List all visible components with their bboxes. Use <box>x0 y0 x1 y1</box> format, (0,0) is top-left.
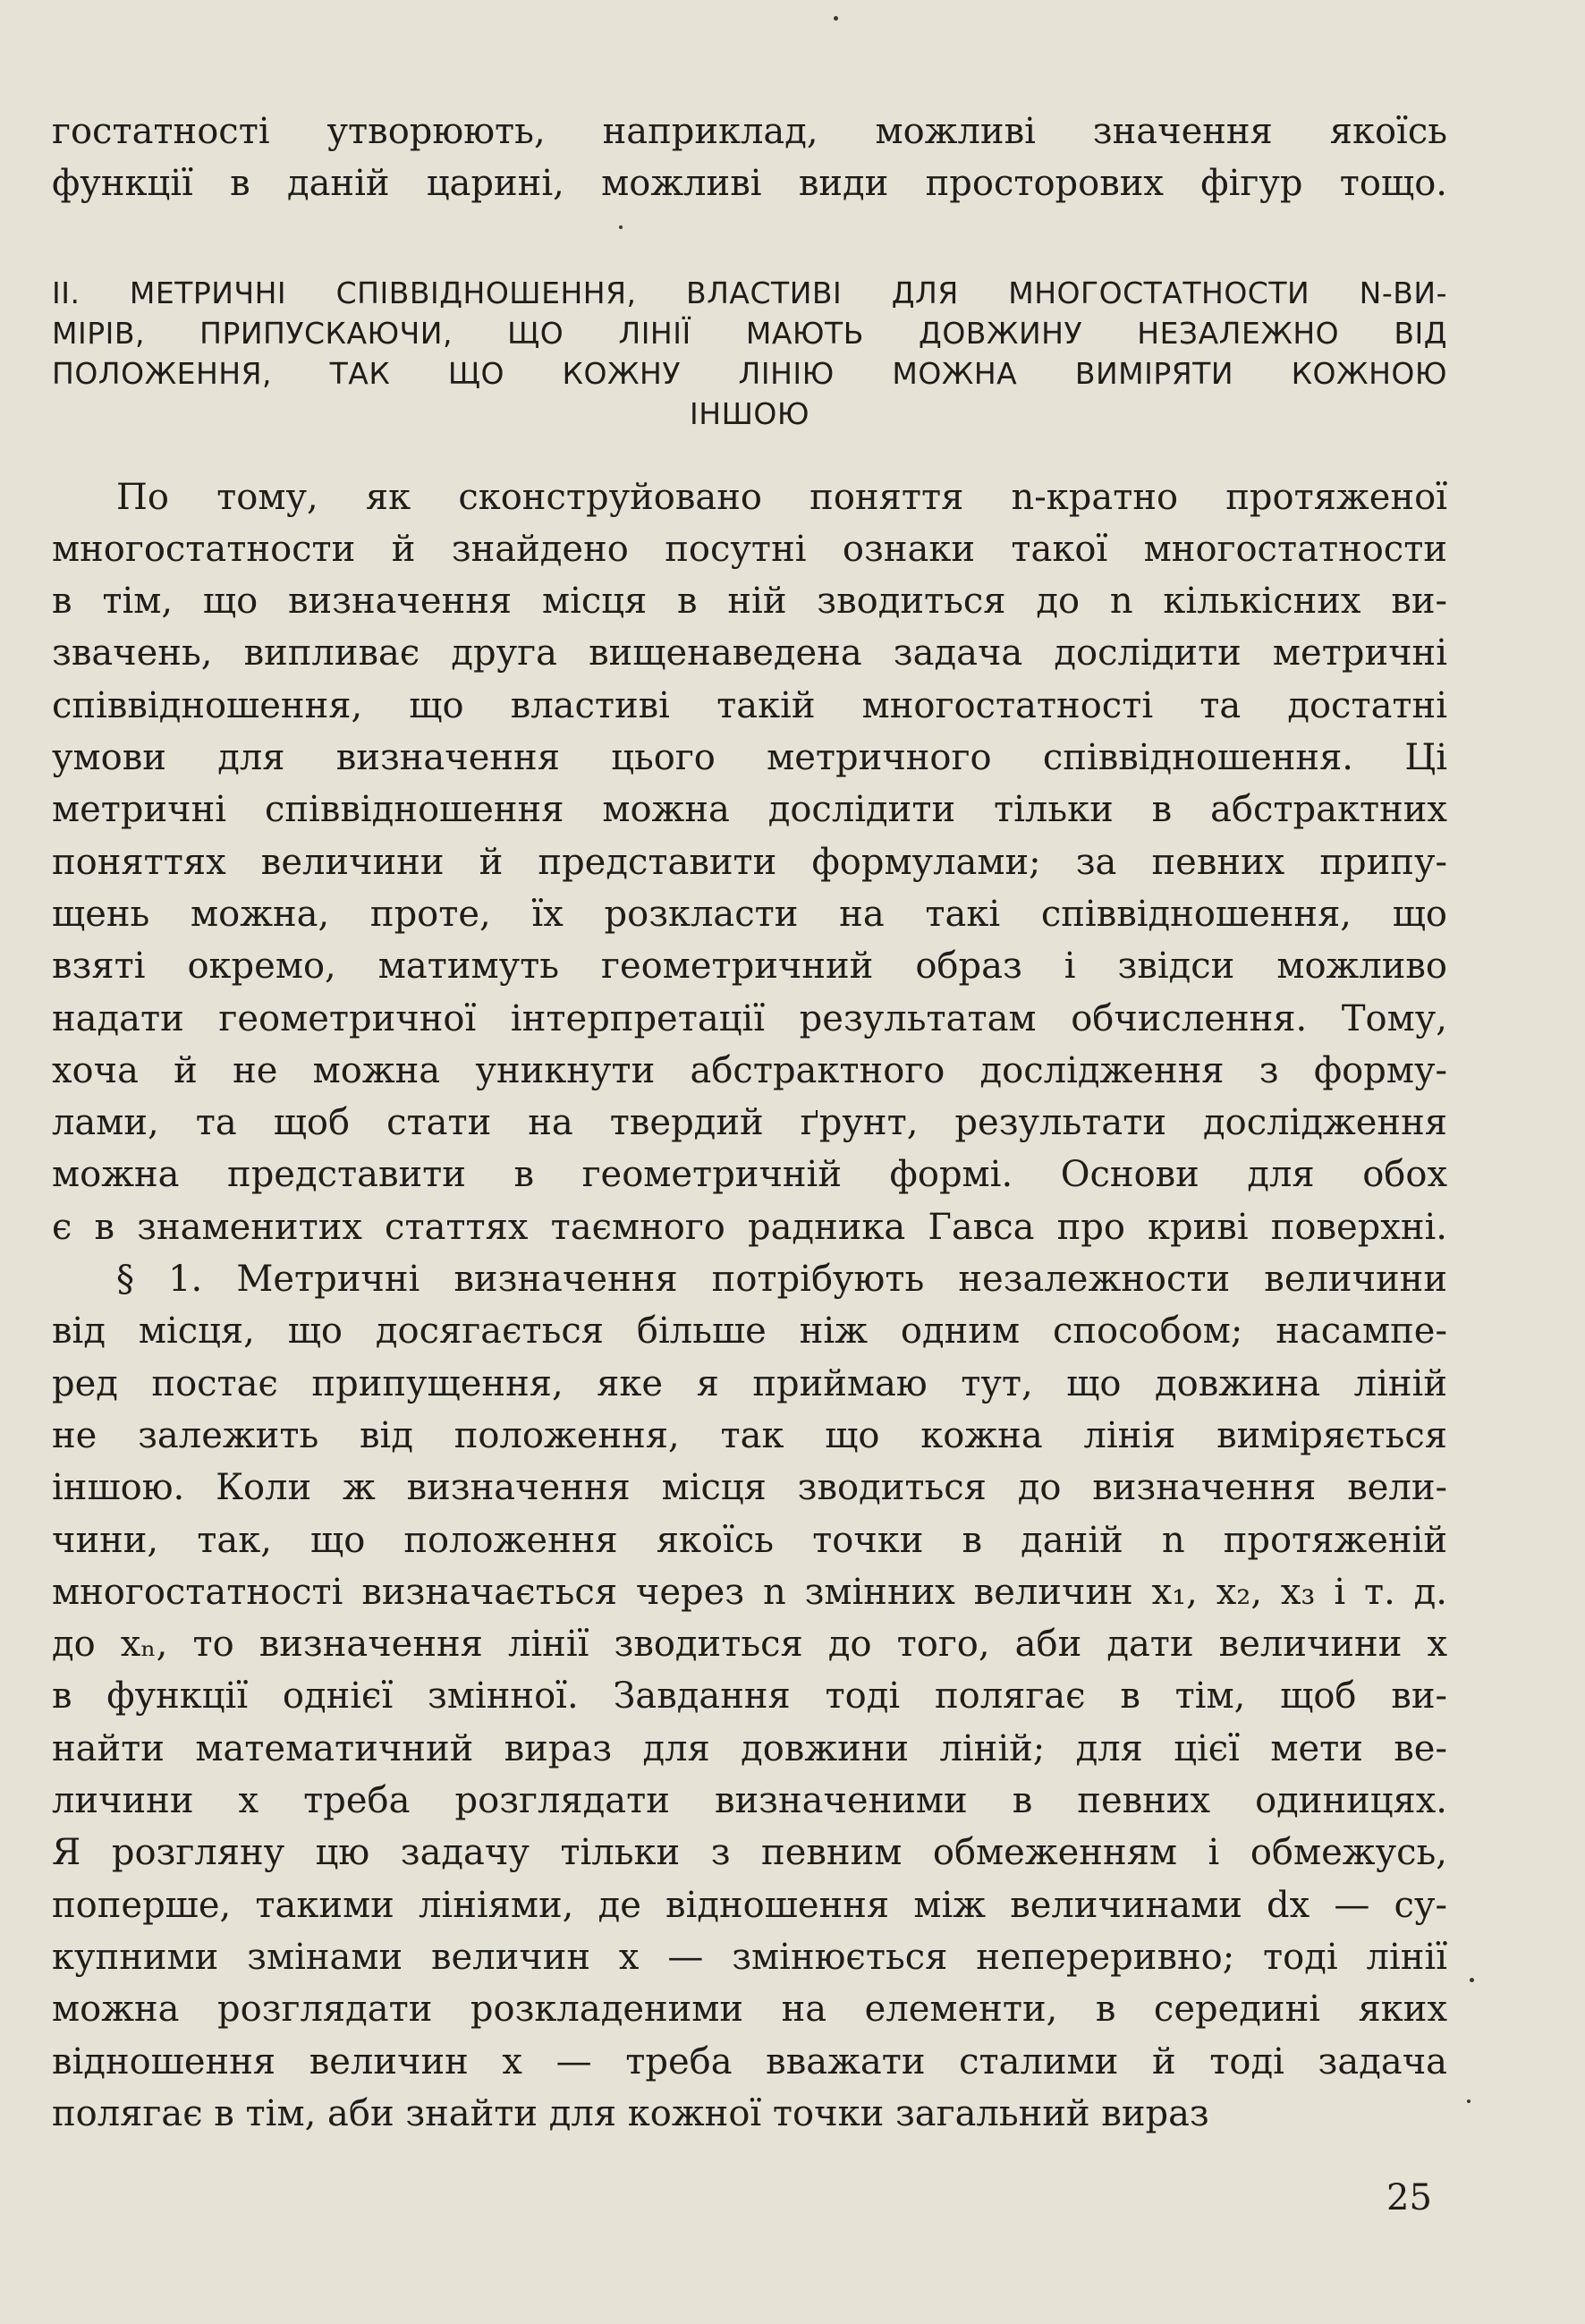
text-line: умови для визначення цього метричного співвідношення. Ці <box>52 737 1447 779</box>
intro-text <box>52 106 1447 210</box>
text-line: іншою. Коли ж визначення місця зводиться до визначення вели- <box>52 1467 1447 1509</box>
text-line: щень можна, проте, їх розкласти на такі співвідношення, що <box>52 893 1447 935</box>
paragraph-1 <box>52 471 1447 1253</box>
text-line: від місця, що досягається більше ніж одним способом; насампе- <box>52 1310 1447 1353</box>
text-line: ред постає припущення, яке я приймаю тут, що довжина ліній <box>52 1362 1447 1404</box>
text-line: чини, так, що положення якоїсь точки в даній n протяженій <box>52 1519 1447 1561</box>
text-line: не залежить від положення, так що кожна лінія виміряється <box>52 1414 1447 1456</box>
text-line: функції в даній царині, можливі види просторових фігур тощо. <box>52 163 1447 205</box>
text-line: в функції однієї змінної. Завдання тоді полягає в тім, щоб ви- <box>52 1675 1447 1718</box>
heading-line: ІНШОЮ <box>690 395 809 431</box>
text-line: найти математичний вираз для довжини ліній; для цієї мети ве- <box>52 1727 1447 1769</box>
text-line: многостатности й знайдено посутні ознаки такої многостатности <box>52 528 1447 570</box>
text-line: співвідношення, що властиві такій многостатності та достатні <box>52 684 1447 726</box>
text-line: метричні співвідношення можна дослідити тільки в абстрактних <box>52 789 1447 831</box>
text-line: гостатності утворюють, наприклад, можливі значення якоїсь <box>52 111 1447 152</box>
text-line: можна розглядати розкладеними на елементи, в середині яких <box>52 1989 1447 2031</box>
heading-line: ПОЛОЖЕННЯ, ТАК ЩО КОЖНУ ЛІНІЮ МОЖНА ВИМІРЯТИ КОЖНОЮ <box>52 355 1447 391</box>
text-line: звачень, випливає друга вищенаведена задача дослідити метричні <box>52 632 1447 674</box>
page-number: 25 <box>1386 2177 1432 2218</box>
text-line: до xₙ, то визначення лінії зводиться до того, аби дати величини x <box>52 1624 1447 1666</box>
text-line: многостатності визначається через n змінних величин x₁, x₂, x₃ і т. д. <box>52 1571 1447 1613</box>
paper-speck <box>619 225 623 229</box>
text-line: Я розгляну цю задачу тільки з певним обмеженням і обмежусь, <box>52 1832 1447 1874</box>
text-line: личини x треба розглядати визначеними в певних одиницях. <box>52 1780 1447 1822</box>
text-line: в тім, що визначення місця в ній зводиться до n кількісних ви- <box>52 581 1447 623</box>
page-body <box>52 106 1447 2140</box>
heading-line: МІРІВ, ПРИПУСКАЮЧИ, ЩО ЛІНІЇ МАЮТЬ ДОВЖИНУ НЕЗАЛЕЖНО ВІД <box>52 315 1447 351</box>
text-line: поперше, такими лініями, де відношення між величинами dx — су- <box>52 1884 1447 1926</box>
text-line: § 1. Метричні визначення потрібують незалежности величини <box>116 1259 1447 1301</box>
paper-speck <box>834 16 838 21</box>
text-line: полягає в тім, аби знайти для кожної точки загальний вираз <box>52 2092 1209 2134</box>
paper-speck <box>1470 1978 1474 1982</box>
text-line: можна представити в геометричній формі. Основи для обох <box>52 1154 1447 1196</box>
text-line: лами, та щоб стати на твердий ґрунт, результати дослідження <box>52 1102 1447 1144</box>
paragraph-2 <box>52 1253 1447 2140</box>
heading-line: II. МЕТРИЧНІ СПІВВІДНОШЕННЯ, ВЛАСТИВІ ДЛЯ МНОГОСТАТНОСТИ N-ВИ- <box>52 275 1447 310</box>
text-line: надати геометричної інтерпретації результатам обчислення. Тому, <box>52 997 1447 1039</box>
text-line: купними змінами величин x — змінюється непереривно; тоді лінії <box>52 1936 1447 1978</box>
section-heading <box>52 273 1447 434</box>
paper-speck <box>1467 2099 1471 2103</box>
text-line: По тому, як сконструйовано поняття n-кратно протяженої <box>116 476 1447 518</box>
text-line: взяті окремо, матимуть геометричний образ і звідси можливо <box>52 946 1447 988</box>
text-line: хоча й не можна уникнути абстрактного дослідження з форму- <box>52 1049 1447 1091</box>
text-line: поняттях величини й представити формулами; за певних припу- <box>52 841 1447 883</box>
text-line: відношення величин x — треба вважати сталими й тоді задача <box>52 2040 1447 2082</box>
text-line: є в знаменитих статтях таємного радника Гавса про криві поверхні. <box>52 1206 1447 1248</box>
